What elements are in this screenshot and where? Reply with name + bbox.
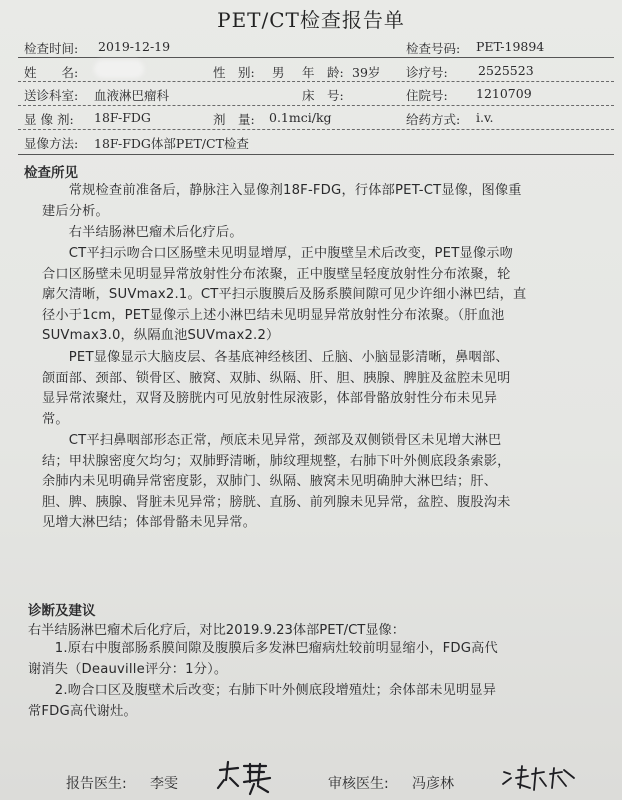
header-divider [18, 57, 614, 58]
clinic-no-value: 2525523 [478, 63, 534, 78]
findings-paragraph: 右半结肠淋巴瘤术后化疗后。 [42, 225, 243, 240]
reporter-signature [214, 760, 276, 796]
findings-paragraph: PET显像显示大脑皮层、各基底神经核团、丘脑、小脑显影清晰，鼻咽部、 颌面部、颈部、锁骨区、腋窝、双肺、纵隔、肝、胆、胰腺、脾脏及盆腔未见明 显异常浓聚灶，双肾及膀胱内可见放射性尿液影，体部骨骼放射性分布未见异 常。 [42, 350, 511, 427]
diagnosis-item: 2.吻合口区及腹壁术后改变；右肺下叶外侧底段增殖灶；余体部未见明显异 常FDG高代谢灶。 [28, 683, 497, 719]
reviewer-signature [500, 764, 580, 792]
redacted-name [94, 60, 144, 78]
findings-paragraph: 常规检查前准备后，静脉注入显像剂18F-FDG，行体部PET-CT显像，图像重 建后分析。 [42, 183, 522, 219]
name-label: 姓 名: [24, 65, 79, 80]
dose-value: 0.1mci/kg [269, 110, 332, 125]
dept-value: 血液淋巴瘤科 [94, 88, 170, 103]
exam-time-value: 2019-12-19 [98, 39, 171, 54]
findings-heading: 检查所见 [24, 165, 78, 181]
agent-value: 18F-FDG [94, 110, 151, 125]
header-bottom-border [18, 154, 614, 155]
diagnosis-item: 1.原右中腹部肠系膜间隙及腹膜后多发淋巴瘤病灶较前明显缩小，FDG高代 谢消失（Deauville评分：1分）。 [28, 641, 498, 677]
diagnosis-summary: 右半结肠淋巴瘤术后化疗后，对比2019.9.23体部PET/CT显像： [28, 623, 405, 638]
bed-label: 床 号: [302, 88, 344, 103]
reviewer-name: 冯彦林 [412, 776, 454, 792]
route-value: i.v. [476, 110, 494, 125]
clinic-no-label: 诊疗号: [406, 65, 448, 80]
reporter-name: 李雯 [150, 776, 178, 792]
agent-label: 显 像 剂: [24, 112, 74, 127]
sex-value: 男 [272, 65, 285, 80]
findings-paragraph: CT平扫鼻咽部形态正常，颅底未见异常，颈部及双侧锁骨区未见增大淋巴 结；甲状腺密度欠均匀；双肺野清晰，肺纹理规整，右肺下叶外侧底段条索影， 余肺内未见明确异常密度影，双肺门、纵隔、腋窝未见明确肿大淋巴结；肝、 胆、脾、胰腺、肾脏未见异常；膀胱、直肠、前列腺未见异常，盆腔、腹股沟未 见增大淋巴结；体部骨骼未见异常。 [42, 433, 511, 531]
header-divider [18, 129, 614, 130]
sex-label: 性 别: [213, 65, 255, 80]
method-label: 显像方法: [24, 136, 79, 151]
dose-label: 剂 量: [213, 112, 255, 127]
admission-no-label: 住院号: [406, 88, 448, 103]
exam-time-label: 检查时间: [24, 41, 79, 56]
age-value: 39岁 [352, 65, 381, 80]
route-label: 给药方式: [406, 112, 461, 127]
reporter-label: 报告医生: [66, 776, 127, 792]
report-title: PET/CT检查报告单 [217, 8, 405, 32]
findings-paragraph: CT平扫示吻合口区肠壁未见明显增厚，正中腹壁呈术后改变，PET显像示吻 合口区肠壁未见明显异常放射性分布浓聚，正中腹壁呈轻度放射性分布浓聚，轮 廓欠清晰，SUVmax2.1。CT平扫示腹膜后及肠系膜间隙可见少许细小淋巴结，直 径小于1cm，PET显像示上述小淋巴结未见明显异常放射性分布浓聚。（肝血池 SUVmax3.0，纵隔血池SUVmax2.2） [42, 246, 527, 344]
exam-no-label: 检查号码: [406, 41, 461, 56]
method-value: 18F-FDG体部PET/CT检查 [94, 136, 249, 151]
diagnosis-heading: 诊断及建议 [28, 603, 96, 619]
header-divider [18, 105, 614, 106]
exam-no-value: PET-19894 [476, 39, 545, 54]
reviewer-label: 审核医生: [328, 776, 389, 792]
dept-label: 送诊科室: [24, 88, 79, 103]
age-label: 年 龄: [302, 65, 344, 80]
header-divider [18, 81, 614, 82]
admission-no-value: 1210709 [476, 86, 532, 101]
